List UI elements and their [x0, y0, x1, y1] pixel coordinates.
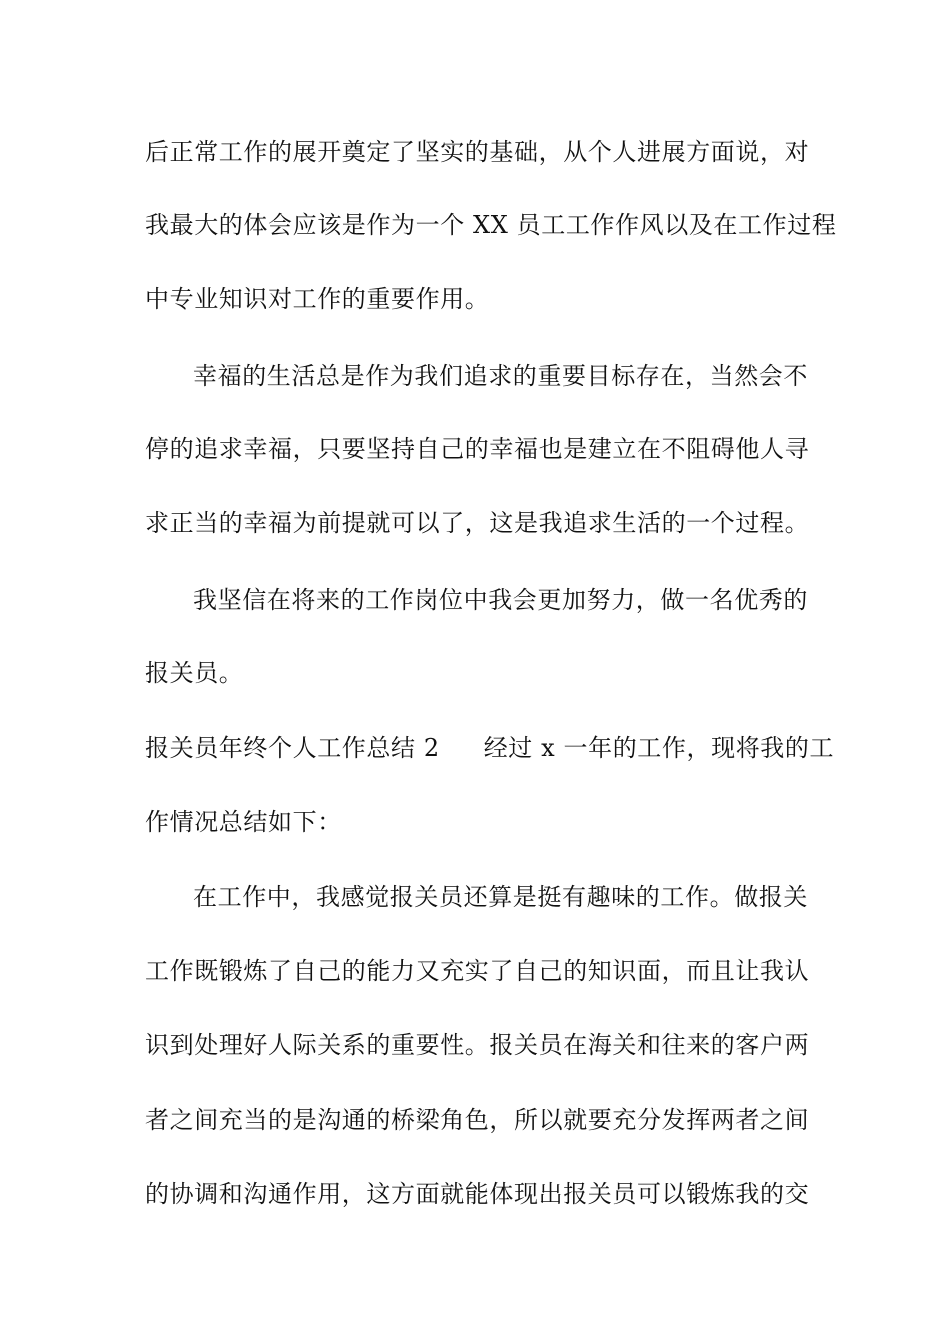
- paragraph-line: 在工作中，我感觉报关员还算是挺有趣味的工作。做报关: [193, 883, 808, 911]
- paragraph-line: 停的追求幸福，只要坚持自己的幸福也是建立在不阻碍他人寻: [145, 435, 810, 463]
- paragraph-line: 我坚信在将来的工作岗位中我会更加努力，做一名优秀的: [193, 586, 808, 614]
- section-heading: 报关员年终个人工作总结 2: [145, 734, 440, 762]
- paragraph-line: 后正常工作的展开奠定了坚实的基础，从个人进展方面说，对: [145, 138, 810, 166]
- paragraph-line: 识到处理好人际关系的重要性。报关员在海关和往来的客户两: [145, 1031, 810, 1059]
- section-heading-line: [145, 733, 835, 763]
- section-intro: 经过 x 一年的工作，现将我的工: [483, 734, 835, 762]
- paragraph-line: 报关员。: [145, 659, 244, 687]
- paragraph-line: 作情况总结如下：: [145, 808, 342, 836]
- paragraph-line: 中专业知识对工作的重要作用。: [145, 285, 490, 313]
- paragraph-line: 我最大的体会应该是作为一个 XX 员工工作作风以及在工作过程: [145, 211, 837, 239]
- paragraph-line: 的协调和沟通作用，这方面就能体现出报关员可以锻炼我的交: [145, 1180, 810, 1208]
- paragraph-line: 者之间充当的是沟通的桥梁角色，所以就要充分发挥两者之间: [145, 1106, 810, 1134]
- paragraph-line: 幸福的生活总是作为我们追求的重要目标存在，当然会不: [193, 362, 808, 390]
- paragraph-line: 求正当的幸福为前提就可以了，这是我追求生活的一个过程。: [145, 509, 810, 537]
- paragraph-line: 工作既锻炼了自己的能力又充实了自己的知识面，而且让我认: [145, 957, 810, 985]
